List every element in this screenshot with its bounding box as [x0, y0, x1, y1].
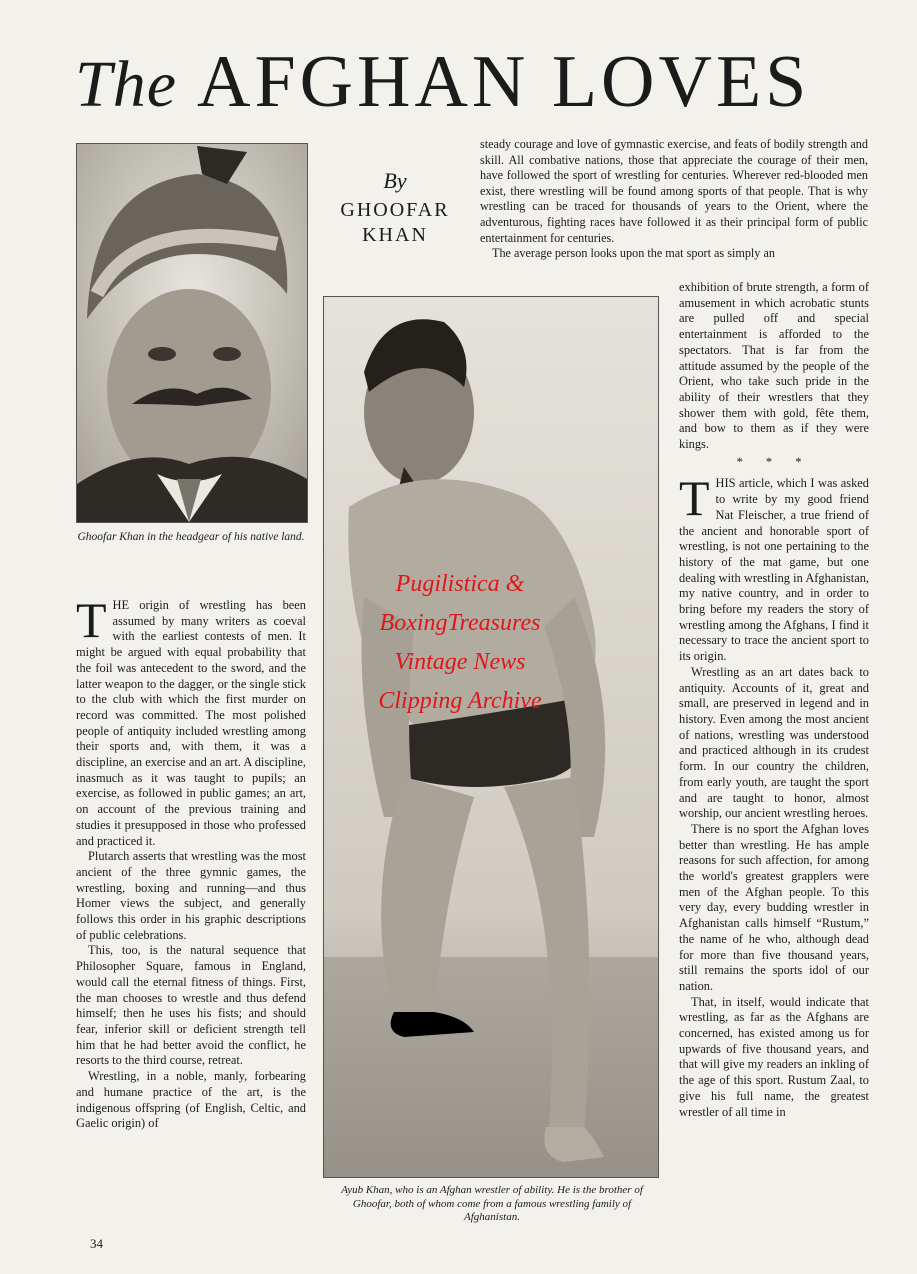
- drop-cap: T: [76, 592, 107, 648]
- paragraph: [679, 470, 869, 664]
- paragraph-text: HIS article, which I was asked to write by my good friend Nat Fleischer, a true friend of the ancient and honorable sport of wrestling, is not one pertaining to the history of the mat game, but one dealing with wrestling in Afghanistan, my native country, and in order to bring before my readers the story of wrestling among the Afghans, I find it necessary to trace the ancient sport to its origin.: [679, 476, 869, 664]
- title-the: The: [75, 48, 177, 121]
- wrestler-photo: [323, 296, 659, 1178]
- top-text-block: [480, 137, 868, 262]
- paragraph: This, too, is the natural sequence that Philosopher Square, famous in England, would call the eternal fitness of things. First, the man chooses to wrestle and thus defend himself; then he uses his fists; and should fear, inferior skill or deficient strength tell him that he had better avoid the conflict, he resorts to the third course, retreat.: [76, 943, 306, 1068]
- section-divider: * * *: [736, 454, 812, 469]
- paragraph: Wrestling as an art dates back to antiquity. Accounts of it, great and small, are preserved in legend and in history. Even among the most ancient of nations, wrestling was understood and practiced although in its crudest form. In our country the children, from early youth, are taught the sport and are taught to honor, almost worship, our ancient wrestling heroes.: [679, 664, 869, 821]
- paragraph: That, in itself, would indicate that wrestling, as far as the Afghans are concerned, has existed among us for upwards of five thousand years, and that will give my readers an inkling of the age of this sport. Rustum Zaal, to give his full name, the greatest wrestler of all time in: [679, 994, 869, 1119]
- paragraph: There is no sport the Afghan loves better than wrestling. He has ample reasons for such affection, for among the world's greatest grapplers were men of the Afghan people. To this very day, every budding wrestler in Afghanistan calls himself “Rustum,” the name of he who, although dead for more than five thousand years, still remains the sports idol of our nation.: [679, 821, 869, 993]
- watermark: [330, 565, 590, 721]
- portrait-caption: Ghoofar Khan in the headgear of his native land.: [77, 531, 305, 543]
- right-column: [679, 280, 869, 1120]
- paragraph: Wrestling, in a noble, manly, forbearing and humane practice of the art, is the indigenous offspring (of English, Celtic, and Gaelic origin) of: [76, 1069, 306, 1131]
- byline-by: By: [383, 168, 407, 193]
- page-number: 34: [90, 1236, 103, 1251]
- watermark-line: Clipping Archive: [378, 688, 542, 714]
- watermark-line: Pugilistica &: [395, 571, 525, 597]
- portrait-photo: [76, 143, 308, 523]
- paragraph: [76, 592, 306, 849]
- paragraph: Plutarch asserts that wrestling was the most ancient of the three gymnic games, the wrestling, boxing and running—and thus Homer views the subject, and generally follows this order in his graphic descriptions of public celebrations.: [76, 849, 306, 942]
- paragraph-text: HE origin of wrestling has been assumed by many writers as coeval with the earliest contests of men. It might be argued with equal probability that the foil was antecedent to the sword, and the latter weapon to the dagger, or the single stick to the club with which the first murder on record was committed. The most polished people of antiquity included wrestling among their sports and, with them, it was a discipline, an exercise and an art. A discipline, inasmuch as it was taught to pupils; an exercise, as followed in public games; an art, on account of the previous training and studies it presupposed in those who professed and practiced it.: [76, 598, 306, 848]
- left-column: [76, 592, 306, 1132]
- watermark-line: Vintage News: [394, 649, 526, 675]
- watermark-line: BoxingTreasures: [379, 610, 541, 636]
- title-main: AFGHAN LOVES: [197, 41, 811, 123]
- byline: [320, 168, 470, 248]
- paragraph: exhibition of brute strength, a form of amusement in which acrobatic stunts are pulled off and special entertainment is afforded to the spectators. That is far from the attitude assumed by the people of the Orient, who take such pride in the ability of their wrestlers that they shower them with gold, fête them, and bow to them as if they were kings.: [679, 280, 869, 452]
- byline-author: GHOOFAR KHAN: [340, 199, 450, 246]
- article-title: [75, 40, 875, 123]
- drop-cap: T: [679, 470, 710, 527]
- wrestler-caption: Ayub Khan, who is an Afghan wrestler of ability. He is the brother of Ghoofar, both of whom come from a famous wrestling family of Afghanistan.: [341, 1184, 643, 1223]
- paragraph: steady courage and love of gymnastic exercise, and feats of bodily strength and skill. All combative nations, those that appreciate the courage of their men, have followed the sport of wrestling for centuries. Wherever red-blooded men exist, there wrestling will be found among sports of that people. That is why wrestling can be traced for thousands of years to the Orient, where the adventurous, fighting races have followed it as their principal form of public entertainment for centuries.: [480, 137, 868, 245]
- paragraph: The average person looks upon the mat sport as simply an: [492, 246, 775, 261]
